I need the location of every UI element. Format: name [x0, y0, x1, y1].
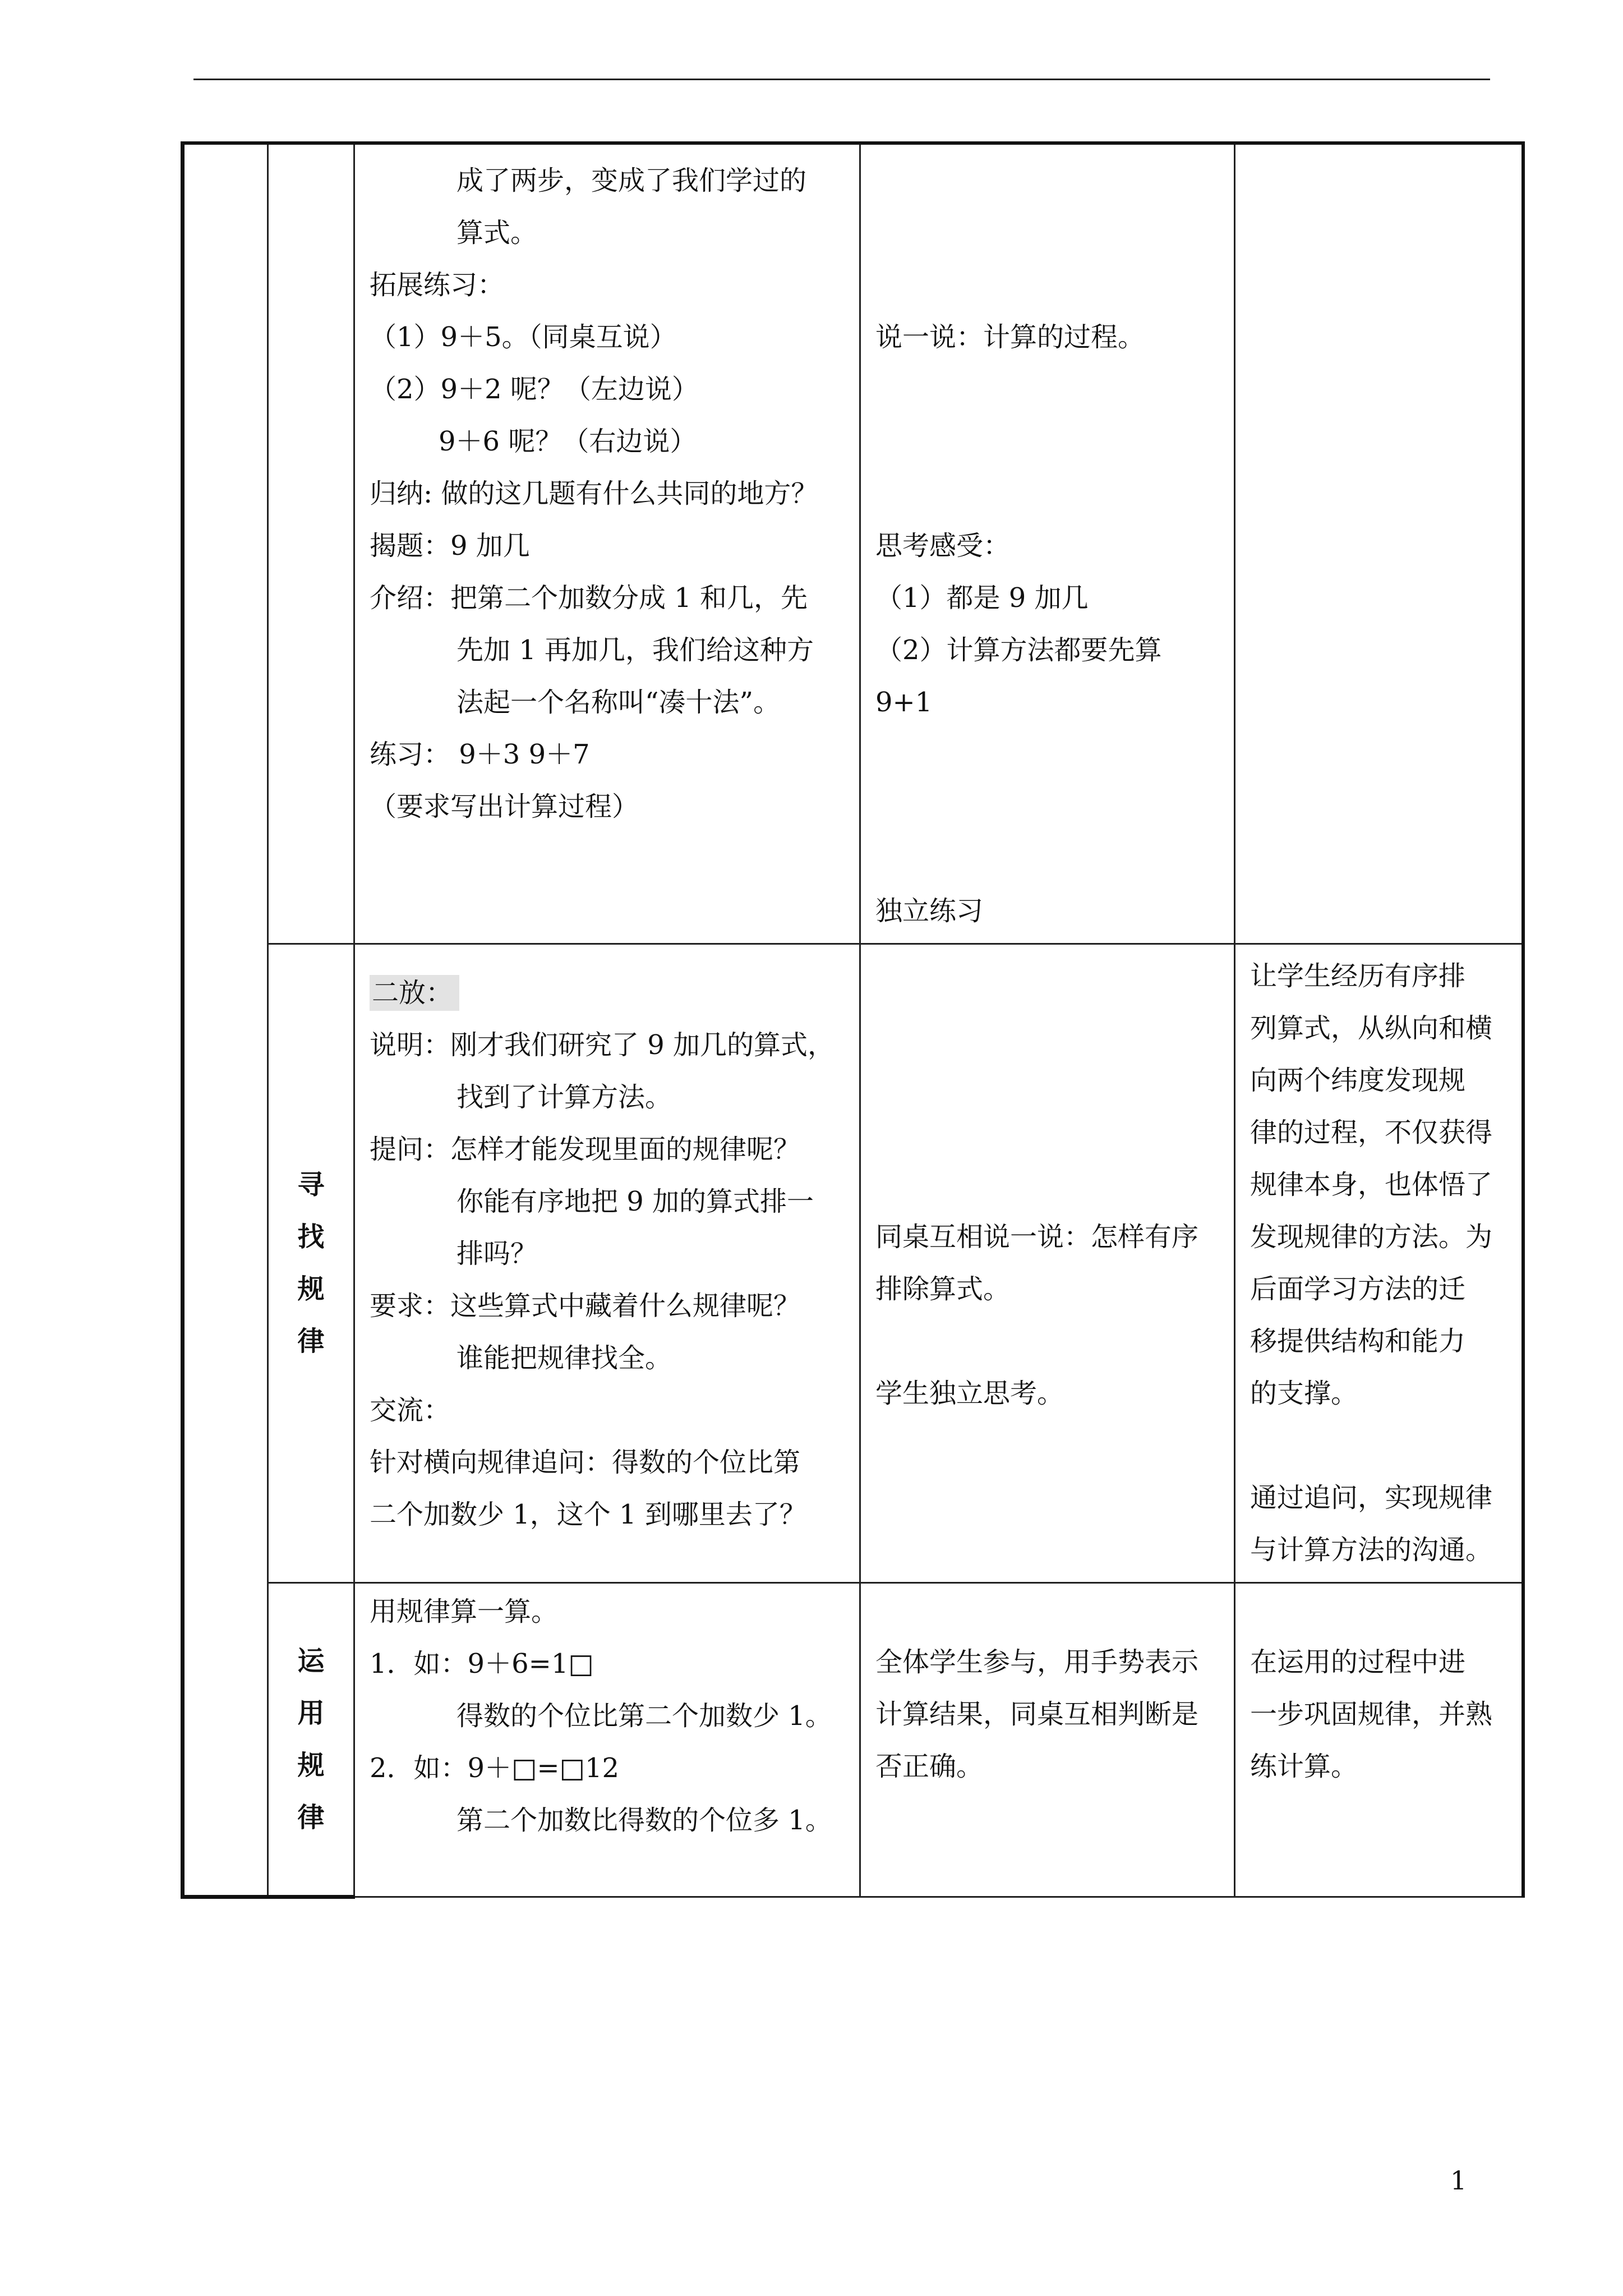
text-line: 要求：这些算式中藏着什么规律呢？ — [370, 1290, 801, 1322]
text-line: 第二个加数比得数的个位多 1。 — [457, 1805, 832, 1836]
text-line: （2）9＋2 呢？（左边说） — [370, 374, 699, 405]
stage-char: 运 — [297, 1645, 325, 1677]
text-line: 练习： 9＋3 9＋7 — [370, 739, 590, 770]
stage-char: 律 — [297, 1801, 325, 1833]
student-activity-cell — [860, 143, 1235, 944]
design-intent-cell — [1235, 944, 1523, 1583]
text-line: 的支撑。 — [1250, 1378, 1358, 1409]
text-line: 全体学生参与，用手势表示 — [875, 1646, 1199, 1678]
text-line: 1．如：9＋6=1□ — [370, 1648, 594, 1680]
table-row — [183, 1583, 1523, 1897]
text-line: 后面学习方法的迁 — [1250, 1273, 1466, 1305]
text-line: 同桌互相说一说：怎样有序 — [875, 1221, 1199, 1253]
text-line: （1）都是 9 加几 — [875, 582, 1089, 614]
text-line: 拓展练习： — [370, 269, 505, 301]
text-line: 排吗？ — [457, 1238, 538, 1269]
text-line: 让学生经历有序排 — [1250, 960, 1466, 992]
text-line: 通过追问，实现规律 — [1250, 1482, 1493, 1513]
text-line: 谁能把规律找全。 — [457, 1342, 672, 1374]
stage-char: 寻 — [297, 1169, 325, 1200]
teacher-activity-cell — [354, 944, 860, 1583]
text-line: 与计算方法的沟通。 — [1250, 1534, 1493, 1566]
text-line: 用规律算一算。 — [370, 1596, 559, 1627]
text-line: 归纳: 做的这几题有什么共同的地方？ — [370, 478, 818, 509]
text-line: 成了两步，变成了我们学过的 — [457, 165, 807, 196]
text-line: 说明：刚才我们研究了 9 加几的算式， — [370, 1029, 835, 1061]
text-line: 说一说：计算的过程。 — [875, 321, 1145, 353]
text-line: 针对横向规律追问：得数的个位比第 — [370, 1447, 801, 1478]
page-number: 1 — [1450, 2165, 1467, 2196]
text-line: 揭题：9 加几 — [370, 530, 530, 562]
text-line: 一步巩固规律，并熟 — [1250, 1699, 1493, 1730]
design-intent-cell — [1235, 1583, 1523, 1897]
text-line: 否正确。 — [875, 1751, 984, 1782]
text-line: 移提供结构和能力 — [1250, 1326, 1466, 1357]
text-line: 律的过程，不仅获得 — [1250, 1117, 1493, 1148]
text-line: 计算结果，同桌互相判断是 — [875, 1699, 1199, 1730]
text-line: 规律本身，也体悟了 — [1250, 1169, 1493, 1200]
text-line: 二个加数少 1，这个 1 到哪里去了？ — [370, 1499, 806, 1530]
table-row — [183, 944, 1523, 1583]
stage-cell — [268, 143, 354, 944]
text-line: （1）9＋5。（同桌互说） — [370, 321, 677, 353]
stage-cell-apply-pattern — [268, 1583, 354, 1897]
table-row — [183, 143, 1523, 944]
text-line: 找到了计算方法。 — [457, 1082, 672, 1113]
student-activity-cell — [860, 1583, 1235, 1897]
teacher-activity-cell — [354, 1583, 860, 1897]
stage-char: 找 — [297, 1221, 325, 1253]
stage-char: 律 — [297, 1326, 325, 1357]
student-activity-cell — [860, 944, 1235, 1583]
text-line: （2）计算方法都要先算 — [875, 634, 1162, 666]
stage-cell-find-pattern — [268, 944, 354, 1583]
text-line: 独立练习 — [875, 895, 984, 927]
text-line: 2．如：9＋□=□12 — [370, 1752, 620, 1784]
text-line: 交流： — [370, 1395, 451, 1426]
text-line: 法起一个名称叫“凑十法”。 — [457, 687, 781, 718]
stage-char: 用 — [297, 1697, 325, 1729]
text-line: （要求写出计算过程） — [370, 791, 639, 822]
text-line: 你能有序地把 9 加的算式排一 — [457, 1186, 814, 1217]
design-intent-cell — [1235, 143, 1523, 944]
section-heading: 二放： — [370, 975, 459, 1011]
text-line: 算式。 — [457, 217, 538, 249]
text-line: 向两个纬度发现规 — [1250, 1065, 1466, 1096]
text-line: 先加 1 再加几，我们给这种方 — [457, 634, 814, 666]
stage-char: 规 — [297, 1749, 325, 1781]
text-line: 9＋6 呢？（右边说） — [439, 426, 697, 457]
text-line: 9+1 — [875, 687, 933, 718]
stage-char: 规 — [297, 1273, 325, 1305]
text-line: 排除算式。 — [875, 1273, 1011, 1305]
text-line: 提问：怎样才能发现里面的规律呢？ — [370, 1134, 801, 1165]
text-line: 练计算。 — [1250, 1751, 1358, 1782]
text-line: 在运用的过程中进 — [1250, 1646, 1466, 1678]
lesson-plan-table — [181, 141, 1525, 1899]
text-line: 介绍：把第二个加数分成 1 和几，先 — [370, 582, 808, 614]
text-line: 学生独立思考。 — [875, 1378, 1064, 1409]
text-line: 发现规律的方法。为 — [1250, 1221, 1493, 1253]
text-line: 思考感受： — [875, 530, 1011, 562]
text-line: 列算式，从纵向和横 — [1250, 1013, 1493, 1044]
header-rule — [193, 79, 1490, 80]
blank-left-column — [183, 143, 268, 1897]
text-line: 得数的个位比第二个加数少 1。 — [457, 1700, 832, 1732]
teacher-activity-cell — [354, 143, 860, 944]
